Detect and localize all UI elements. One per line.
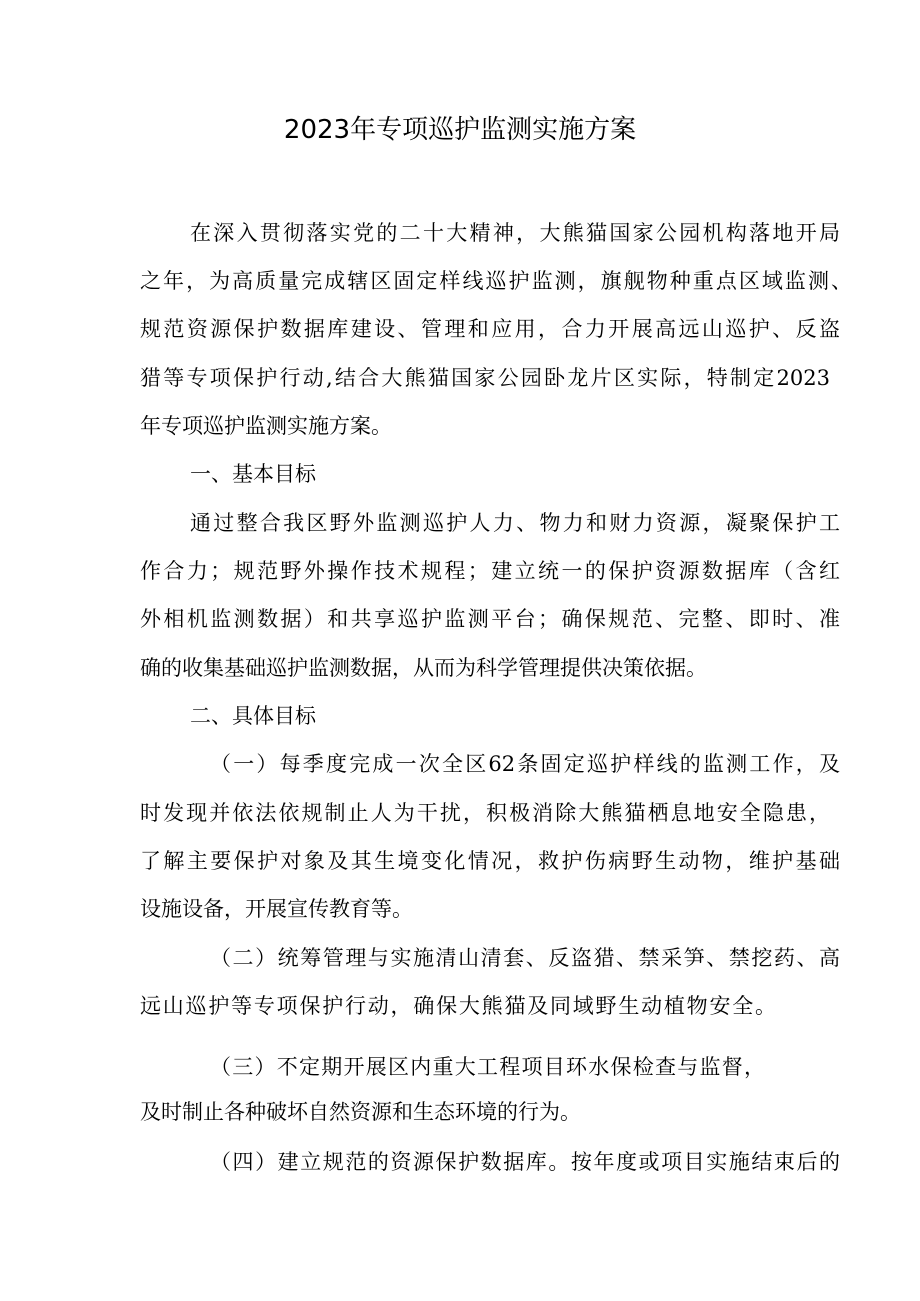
section-heading: 二、具体目标 bbox=[190, 704, 316, 728]
paragraph-line: 确的收集基础巡护监测数据，从而为科学管理提供决策依据。 bbox=[140, 656, 707, 680]
paragraph-line: 年专项巡护监测实施方案。 bbox=[140, 414, 392, 438]
paragraph-line: 在深入贯彻落实党的二十大精神，大熊猫国家公园机构落地开局 bbox=[190, 221, 840, 245]
paragraph-line: 之年，为高质量完成辖区固定样线巡护监测，旗舰物种重点区域监测、 bbox=[140, 269, 852, 293]
paragraph-line: （二）统筹管理与实施清山清套、反盗猎、禁采笋、禁挖药、高 bbox=[210, 946, 840, 970]
paragraph-line: 猎等专项保护行动,结合大熊猫国家公园卧龙片区实际，特制定2023 bbox=[140, 366, 830, 390]
paragraph-line: 时发现并依法依规制止人为干扰，积极消除大熊猫栖息地安全隐患， bbox=[140, 801, 830, 825]
section-heading: 一、基本目标 bbox=[190, 462, 316, 486]
paragraph-line: 作合力；规范野外操作技术规程；建立统一的保护资源数据库（含红 bbox=[140, 559, 840, 583]
paragraph-line: 远山巡护等专项保护行动，确保大熊猫及同域野生动植物安全。 bbox=[140, 994, 776, 1018]
paragraph-line: 了解主要保护对象及其生境变化情况，救护伤病野生动物，维护基础 bbox=[140, 849, 840, 873]
paragraph-line: 规范资源保护数据库建设、管理和应用，合力开展高远山巡护、反盗 bbox=[140, 317, 840, 341]
paragraph-line: （三）不定期开展区内重大工程项目环水保检查与监督， bbox=[210, 1055, 765, 1079]
paragraph-line: 外相机监测数据）和共享巡护监测平台；确保规范、完整、即时、准 bbox=[140, 607, 840, 631]
document-title: 2023年专项巡护监测实施方案 bbox=[283, 115, 637, 145]
paragraph-line: （四）建立规范的资源保护数据库。按年度或项目实施结束后的 bbox=[210, 1150, 840, 1174]
paragraph-line: （一）每季度完成一次全区62条固定巡护样线的监测工作，及 bbox=[210, 752, 840, 776]
paragraph-line: 通过整合我区野外监测巡护人力、物力和财力资源，凝聚保护工 bbox=[190, 511, 840, 535]
paragraph-line: 及时制止各种破坏自然资源和生态环境的行为。 bbox=[140, 1100, 581, 1124]
paragraph-line: 设施设备，开展宣传教育等。 bbox=[140, 897, 413, 921]
